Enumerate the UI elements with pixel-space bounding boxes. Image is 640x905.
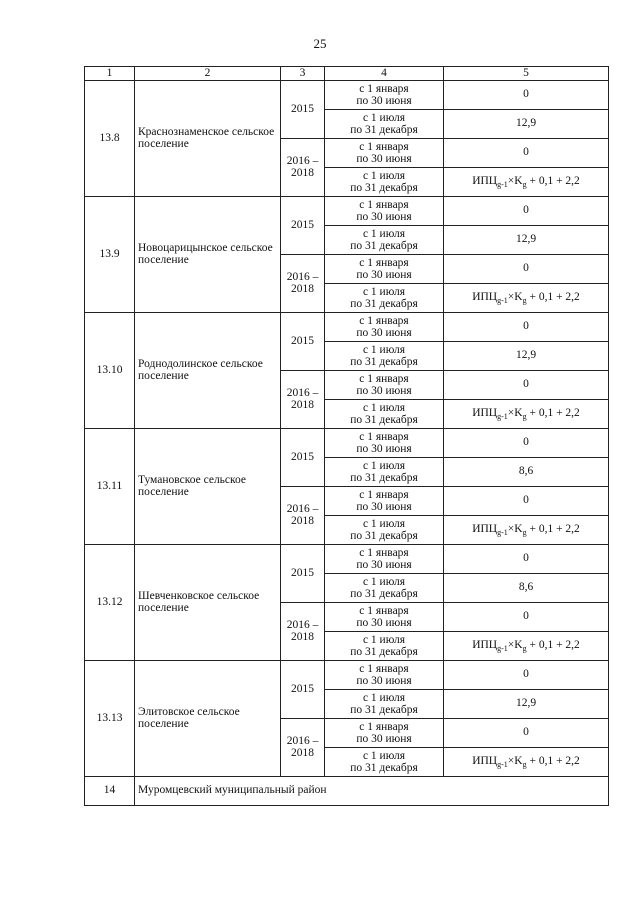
- year-cell: 2016 – 2018: [281, 254, 325, 312]
- period-end: по 31 декабря: [350, 529, 418, 542]
- period-end: по 30 июня: [356, 384, 412, 397]
- table-row: [85, 660, 609, 689]
- period-start: с 1 июля: [362, 459, 406, 472]
- period-start: с 1 января: [359, 546, 409, 559]
- period-end: по 31 декабря: [350, 471, 418, 484]
- settlement-name: Шевченковское сельское поселение: [135, 544, 281, 660]
- year-cell: 2015: [281, 660, 325, 718]
- row-number: 13.9: [85, 196, 135, 312]
- period-start: с 1 января: [359, 430, 409, 443]
- period-cell: [325, 312, 444, 341]
- period-end: по 30 июня: [356, 674, 412, 687]
- period-start: с 1 января: [359, 314, 409, 327]
- period-cell: [325, 225, 444, 254]
- period-cell: [325, 544, 444, 573]
- period-end: по 30 июня: [356, 732, 412, 745]
- formula-mid: ×K: [507, 523, 523, 536]
- period-end: по 31 декабря: [350, 703, 418, 716]
- formula-base: ИПЦ: [472, 523, 498, 536]
- table-row: [85, 196, 609, 225]
- value-cell: 0: [444, 312, 609, 341]
- period-start: с 1 июля: [362, 749, 406, 762]
- column-header: 2: [135, 67, 281, 81]
- settlement-name: Краснознаменское сельское поселение: [135, 80, 281, 196]
- period-start: с 1 июля: [362, 169, 406, 182]
- table-body: [85, 80, 609, 776]
- formula-base: ИПЦ: [472, 755, 498, 768]
- period-cell: [325, 341, 444, 370]
- year-cell: 2015: [281, 80, 325, 138]
- period-cell: [325, 718, 444, 747]
- formula-base: ИПЦ: [472, 291, 498, 304]
- table-row: [85, 776, 609, 805]
- period-start: с 1 июля: [362, 111, 406, 124]
- period-start: с 1 января: [359, 604, 409, 617]
- row-number: 13.11: [85, 428, 135, 544]
- year-cell: 2016 – 2018: [281, 602, 325, 660]
- header-row: [85, 67, 609, 81]
- period-end: по 30 июня: [356, 500, 412, 513]
- value-cell: 0: [444, 138, 609, 167]
- period-cell: [325, 254, 444, 283]
- row-number: 13.13: [85, 660, 135, 776]
- formula-cell: [444, 515, 609, 544]
- formula-cell: [444, 399, 609, 428]
- year-cell: 2015: [281, 312, 325, 370]
- period-start: с 1 июля: [362, 633, 406, 646]
- formula-sub: g: [522, 412, 527, 422]
- period-cell: [325, 573, 444, 602]
- period-start: с 1 июля: [362, 227, 406, 240]
- period-cell: [325, 109, 444, 138]
- column-header: 3: [281, 67, 325, 81]
- period-end: по 30 июня: [356, 152, 412, 165]
- value-cell: 12,9: [444, 109, 609, 138]
- period-end: по 30 июня: [356, 442, 412, 455]
- period-end: по 31 декабря: [350, 761, 418, 774]
- formula-sub: g-1: [497, 180, 508, 190]
- period-start: с 1 июля: [362, 517, 406, 530]
- column-header: 5: [444, 67, 609, 81]
- formula-sub: g: [522, 296, 527, 306]
- period-cell: [325, 631, 444, 660]
- period-end: по 30 июня: [356, 616, 412, 629]
- formula-base: ИПЦ: [472, 639, 498, 652]
- period-start: с 1 января: [359, 372, 409, 385]
- formula-mid: ×K: [507, 755, 523, 768]
- value-cell: 0: [444, 660, 609, 689]
- year-cell: 2015: [281, 428, 325, 486]
- formula-tail: + 0,1 + 2,2: [526, 755, 580, 768]
- period-start: с 1 июля: [362, 285, 406, 298]
- period-cell: [325, 196, 444, 225]
- period-cell: [325, 660, 444, 689]
- formula-cell: [444, 631, 609, 660]
- formula-mid: ×K: [507, 639, 523, 652]
- period-start: с 1 июля: [362, 691, 406, 704]
- period-end: по 31 декабря: [350, 181, 418, 194]
- period-start: с 1 января: [359, 662, 409, 675]
- period-end: по 30 июня: [356, 558, 412, 571]
- formula-mid: ×K: [507, 175, 523, 188]
- column-header: 4: [325, 67, 444, 81]
- period-cell: [325, 689, 444, 718]
- value-cell: 8,6: [444, 573, 609, 602]
- district-name: Муромцевский муниципальный район: [135, 776, 609, 805]
- value-cell: 0: [444, 544, 609, 573]
- formula-sub: g-1: [497, 412, 508, 422]
- formula-base: ИПЦ: [472, 175, 498, 188]
- settlement-name: Тумановское сельское поселение: [135, 428, 281, 544]
- period-cell: [325, 602, 444, 631]
- formula-base: ИПЦ: [472, 407, 498, 420]
- period-start: с 1 июля: [362, 343, 406, 356]
- period-start: с 1 июля: [362, 401, 406, 414]
- formula-sub: g: [522, 760, 527, 770]
- value-cell: 0: [444, 486, 609, 515]
- value-cell: 8,6: [444, 457, 609, 486]
- value-cell: 0: [444, 80, 609, 109]
- formula-tail: + 0,1 + 2,2: [526, 523, 580, 536]
- period-cell: [325, 515, 444, 544]
- formula-tail: + 0,1 + 2,2: [526, 407, 580, 420]
- period-start: с 1 января: [359, 256, 409, 269]
- row-number: 14: [85, 776, 135, 805]
- value-cell: 0: [444, 428, 609, 457]
- value-cell: 0: [444, 254, 609, 283]
- formula-cell: [444, 747, 609, 776]
- formula-sub: g-1: [497, 296, 508, 306]
- row-number: 13.12: [85, 544, 135, 660]
- period-cell: [325, 283, 444, 312]
- period-cell: [325, 457, 444, 486]
- year-cell: 2015: [281, 544, 325, 602]
- formula-tail: + 0,1 + 2,2: [526, 639, 580, 652]
- period-cell: [325, 428, 444, 457]
- settlement-name: Элитовское сельское поселение: [135, 660, 281, 776]
- formula-sub: g: [522, 644, 527, 654]
- period-start: с 1 июля: [362, 575, 406, 588]
- formula-cell: [444, 283, 609, 312]
- value-cell: 12,9: [444, 225, 609, 254]
- period-end: по 30 июня: [356, 94, 412, 107]
- value-cell: 0: [444, 602, 609, 631]
- column-header: 1: [85, 67, 135, 81]
- period-cell: [325, 747, 444, 776]
- formula-mid: ×K: [507, 291, 523, 304]
- period-end: по 31 декабря: [350, 355, 418, 368]
- period-cell: [325, 486, 444, 515]
- period-start: с 1 января: [359, 720, 409, 733]
- year-cell: 2016 – 2018: [281, 370, 325, 428]
- value-cell: 0: [444, 370, 609, 399]
- period-end: по 31 декабря: [350, 123, 418, 136]
- table-row: [85, 312, 609, 341]
- period-start: с 1 января: [359, 198, 409, 211]
- formula-sub: g: [522, 528, 527, 538]
- page-number: 25: [313, 36, 327, 51]
- value-cell: 0: [444, 196, 609, 225]
- period-end: по 31 декабря: [350, 297, 418, 310]
- period-cell: [325, 138, 444, 167]
- formula-tail: + 0,1 + 2,2: [526, 175, 580, 188]
- period-end: по 30 июня: [356, 210, 412, 223]
- period-end: по 31 декабря: [350, 239, 418, 252]
- settlement-name: Новоцарицынское сельское поселение: [135, 196, 281, 312]
- period-cell: [325, 80, 444, 109]
- row-number: 13.10: [85, 312, 135, 428]
- formula-sub: g: [522, 180, 527, 190]
- period-end: по 31 декабря: [350, 587, 418, 600]
- table-row: [85, 80, 609, 109]
- table-row: [85, 544, 609, 573]
- period-cell: [325, 167, 444, 196]
- period-start: с 1 января: [359, 140, 409, 153]
- year-cell: 2016 – 2018: [281, 138, 325, 196]
- period-end: по 30 июня: [356, 268, 412, 281]
- formula-cell: [444, 167, 609, 196]
- table-row: [85, 428, 609, 457]
- formula-sub: g-1: [497, 760, 508, 770]
- year-cell: 2016 – 2018: [281, 486, 325, 544]
- formula-mid: ×K: [507, 407, 523, 420]
- value-cell: 12,9: [444, 341, 609, 370]
- period-end: по 30 июня: [356, 326, 412, 339]
- period-start: с 1 января: [359, 82, 409, 95]
- value-cell: 0: [444, 718, 609, 747]
- period-start: с 1 января: [359, 488, 409, 501]
- value-cell: 12,9: [444, 689, 609, 718]
- period-end: по 31 декабря: [350, 645, 418, 658]
- row-number: 13.8: [85, 80, 135, 196]
- period-cell: [325, 399, 444, 428]
- formula-sub: g-1: [497, 528, 508, 538]
- settlement-name: Роднодолинское сельское поселение: [135, 312, 281, 428]
- formula-sub: g-1: [497, 644, 508, 654]
- period-cell: [325, 370, 444, 399]
- period-end: по 31 декабря: [350, 413, 418, 426]
- year-cell: 2016 – 2018: [281, 718, 325, 776]
- year-cell: 2015: [281, 196, 325, 254]
- tariff-table: [84, 66, 609, 806]
- formula-tail: + 0,1 + 2,2: [526, 291, 580, 304]
